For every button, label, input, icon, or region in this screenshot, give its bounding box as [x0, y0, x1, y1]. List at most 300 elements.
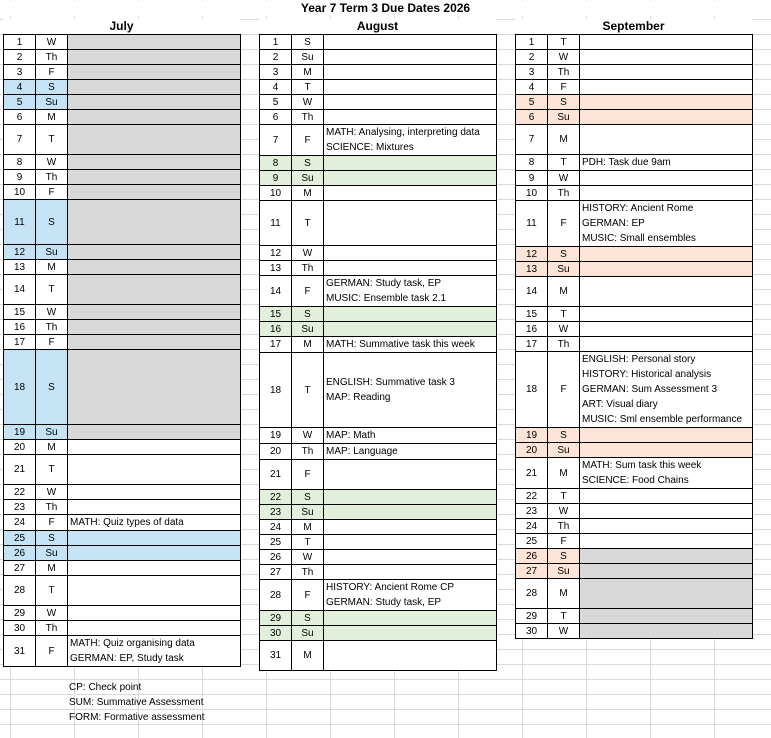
due-notes	[68, 531, 241, 546]
due-notes	[580, 519, 753, 534]
day-number: 18	[4, 350, 36, 425]
day-number: 3	[516, 65, 548, 80]
day-number: 29	[4, 606, 36, 621]
due-notes	[68, 500, 241, 515]
day-number: 21	[4, 455, 36, 485]
day-number: 31	[260, 641, 292, 671]
due-notes	[68, 606, 241, 621]
day-row	[4, 95, 241, 110]
day-row	[260, 535, 497, 550]
due-notes	[324, 50, 497, 65]
day-of-week: Su	[292, 626, 324, 641]
day-of-week: M	[36, 440, 68, 455]
due-notes	[580, 307, 753, 322]
due-notes	[324, 65, 497, 80]
day-number: 10	[260, 186, 292, 201]
day-row	[260, 580, 497, 611]
day-row	[4, 621, 241, 636]
day-row	[4, 35, 241, 50]
day-of-week: T	[36, 576, 68, 606]
day-of-week: W	[36, 485, 68, 500]
day-number: 3	[4, 65, 36, 80]
day-row	[516, 307, 753, 322]
day-of-week: S	[548, 95, 580, 110]
due-notes	[580, 337, 753, 352]
due-note: MUSIC: Ensemble task 2.1	[326, 293, 447, 304]
due-notes	[324, 505, 497, 520]
due-note: MUSIC: Small ensembles	[582, 233, 696, 244]
due-notes	[324, 80, 497, 95]
day-number: 3	[260, 65, 292, 80]
due-note: SCIENCE: Mixtures	[326, 142, 414, 153]
day-number: 23	[516, 504, 548, 519]
day-number: 11	[4, 200, 36, 245]
day-row	[260, 261, 497, 276]
due-notes	[324, 641, 497, 671]
due-note: MATH: Quiz types of data	[70, 517, 184, 528]
due-notes	[68, 110, 241, 125]
due-notes	[580, 443, 753, 458]
due-notes	[324, 626, 497, 641]
day-row	[260, 276, 497, 307]
day-row	[516, 428, 753, 443]
day-row	[4, 576, 241, 606]
day-number: 13	[516, 262, 548, 277]
due-notes	[68, 350, 241, 425]
due-note: MAP: Reading	[326, 392, 391, 403]
day-number: 1	[260, 35, 292, 50]
day-row	[4, 245, 241, 260]
day-of-week: Th	[36, 50, 68, 65]
due-notes	[580, 65, 753, 80]
due-note: MATH: Analysing, interpreting data	[326, 127, 480, 138]
day-row	[516, 337, 753, 352]
day-row	[516, 186, 753, 201]
day-of-week: Th	[36, 621, 68, 636]
day-of-week: M	[292, 65, 324, 80]
day-row	[4, 185, 241, 200]
day-number: 2	[516, 50, 548, 65]
day-of-week: F	[292, 276, 324, 307]
day-of-week: W	[292, 246, 324, 261]
day-row	[4, 260, 241, 275]
day-row	[4, 485, 241, 500]
day-row	[516, 171, 753, 186]
day-row	[516, 50, 753, 65]
day-number: 18	[260, 353, 292, 428]
day-row	[4, 80, 241, 95]
day-of-week: Th	[548, 519, 580, 534]
day-row	[516, 277, 753, 307]
day-number: 21	[516, 458, 548, 489]
day-row	[260, 171, 497, 186]
due-notes	[580, 35, 753, 50]
due-notes	[68, 636, 241, 667]
day-number: 8	[516, 155, 548, 171]
day-of-week: S	[292, 35, 324, 50]
day-of-week: W	[548, 624, 580, 639]
day-row	[260, 611, 497, 626]
due-notes	[324, 35, 497, 50]
day-number: 12	[4, 245, 36, 260]
due-notes	[580, 125, 753, 155]
day-of-week: T	[292, 353, 324, 428]
due-note: SCIENCE: Food Chains	[582, 475, 689, 486]
day-number: 7	[4, 125, 36, 155]
day-of-week: W	[292, 95, 324, 110]
day-number: 15	[4, 305, 36, 320]
day-of-week: M	[548, 579, 580, 609]
day-of-week: W	[36, 35, 68, 50]
day-row	[260, 505, 497, 520]
due-notes	[580, 579, 753, 609]
day-of-week: T	[548, 155, 580, 171]
day-of-week: F	[292, 125, 324, 156]
day-number: 27	[4, 561, 36, 576]
day-of-week: S	[292, 611, 324, 626]
day-of-week: Su	[292, 505, 324, 520]
due-notes	[68, 95, 241, 110]
day-of-week: Th	[548, 337, 580, 352]
day-row	[260, 95, 497, 110]
calendar-august	[259, 34, 497, 671]
due-notes	[68, 561, 241, 576]
day-of-week: Su	[292, 50, 324, 65]
day-row	[4, 531, 241, 546]
due-note: MATH: Quiz organising data	[70, 638, 195, 649]
day-number: 15	[260, 307, 292, 322]
due-notes	[580, 549, 753, 564]
day-row	[260, 246, 497, 261]
day-row	[516, 95, 753, 110]
day-number: 17	[4, 335, 36, 350]
day-number: 2	[260, 50, 292, 65]
day-number: 21	[260, 460, 292, 490]
due-note: GERMAN: Study task, EP	[326, 278, 442, 289]
due-notes	[324, 460, 497, 490]
day-of-week: T	[548, 609, 580, 624]
day-row	[4, 515, 241, 531]
due-notes	[324, 490, 497, 505]
due-notes	[324, 580, 497, 611]
day-number: 6	[4, 110, 36, 125]
day-row	[260, 110, 497, 125]
day-of-week: M	[548, 277, 580, 307]
due-notes	[580, 186, 753, 201]
due-note: HISTORY: Historical analysis	[582, 369, 712, 380]
due-notes	[68, 170, 241, 185]
day-row	[516, 549, 753, 564]
day-of-week: W	[548, 171, 580, 186]
due-notes	[580, 201, 753, 247]
day-number: 17	[260, 337, 292, 353]
day-row	[260, 125, 497, 156]
calendar-july	[3, 34, 241, 667]
due-notes	[580, 95, 753, 110]
day-number: 7	[260, 125, 292, 156]
day-row	[4, 305, 241, 320]
due-notes	[580, 352, 753, 428]
due-notes	[324, 307, 497, 322]
due-notes	[580, 624, 753, 639]
day-of-week: M	[292, 520, 324, 535]
due-notes	[324, 186, 497, 201]
due-notes	[324, 95, 497, 110]
due-notes	[324, 428, 497, 444]
due-notes	[580, 171, 753, 186]
day-of-week: F	[548, 352, 580, 428]
due-notes	[68, 50, 241, 65]
day-row	[260, 550, 497, 565]
day-of-week: M	[292, 337, 324, 353]
day-of-week: Su	[292, 322, 324, 337]
due-notes	[580, 534, 753, 549]
day-of-week: F	[36, 335, 68, 350]
due-notes	[68, 305, 241, 320]
day-of-week: Th	[292, 444, 324, 460]
day-row	[516, 489, 753, 504]
day-number: 16	[516, 322, 548, 337]
day-of-week: T	[36, 125, 68, 155]
day-number: 30	[4, 621, 36, 636]
day-of-week: M	[292, 641, 324, 671]
due-notes	[580, 428, 753, 443]
day-of-week: S	[292, 490, 324, 505]
day-row	[4, 455, 241, 485]
due-notes	[580, 262, 753, 277]
day-number: 18	[516, 352, 548, 428]
day-row	[516, 322, 753, 337]
day-number: 4	[260, 80, 292, 95]
day-number: 12	[516, 247, 548, 262]
day-row	[516, 125, 753, 155]
day-row	[260, 322, 497, 337]
due-notes	[324, 337, 497, 353]
day-row	[260, 337, 497, 353]
day-of-week: F	[548, 80, 580, 95]
day-row	[516, 352, 753, 428]
due-notes	[68, 546, 241, 561]
due-notes	[580, 504, 753, 519]
day-number: 1	[4, 35, 36, 50]
due-notes	[324, 565, 497, 580]
day-number: 19	[4, 425, 36, 440]
day-number: 23	[260, 505, 292, 520]
day-number: 10	[4, 185, 36, 200]
day-row	[260, 50, 497, 65]
day-row	[516, 519, 753, 534]
due-notes	[324, 322, 497, 337]
day-number: 20	[260, 444, 292, 460]
due-notes	[68, 455, 241, 485]
day-number: 31	[4, 636, 36, 667]
due-notes	[324, 611, 497, 626]
day-of-week: Th	[36, 320, 68, 335]
due-notes	[324, 261, 497, 276]
day-number: 14	[260, 276, 292, 307]
day-of-week: T	[36, 455, 68, 485]
day-row	[4, 440, 241, 455]
day-row	[516, 564, 753, 579]
due-notes	[580, 277, 753, 307]
due-note: GERMAN: EP	[582, 218, 645, 229]
day-row	[4, 275, 241, 305]
day-number: 25	[516, 534, 548, 549]
day-row	[516, 35, 753, 50]
day-number: 22	[260, 490, 292, 505]
day-of-week: W	[548, 322, 580, 337]
calendar-september	[515, 34, 753, 639]
day-number: 24	[516, 519, 548, 534]
day-number: 16	[4, 320, 36, 335]
day-number: 10	[516, 186, 548, 201]
day-of-week: T	[292, 535, 324, 550]
day-of-week: T	[292, 80, 324, 95]
day-number: 24	[4, 515, 36, 531]
day-row	[4, 170, 241, 185]
day-number: 14	[4, 275, 36, 305]
due-notes	[68, 35, 241, 50]
day-of-week: S	[292, 307, 324, 322]
due-notes	[324, 444, 497, 460]
day-number: 8	[260, 156, 292, 171]
day-number: 22	[516, 489, 548, 504]
due-note: ENGLISH: Personal story	[582, 354, 696, 365]
due-notes	[68, 185, 241, 200]
day-row	[4, 155, 241, 170]
day-number: 1	[516, 35, 548, 50]
due-note: GERMAN: Study task, EP	[326, 597, 442, 608]
day-row	[260, 65, 497, 80]
day-number: 20	[4, 440, 36, 455]
day-of-week: S	[548, 549, 580, 564]
day-number: 4	[4, 80, 36, 95]
day-of-week: Su	[36, 425, 68, 440]
day-of-week: M	[292, 186, 324, 201]
day-number: 6	[260, 110, 292, 125]
day-of-week: W	[36, 305, 68, 320]
day-row	[516, 65, 753, 80]
day-row	[260, 201, 497, 246]
day-of-week: T	[36, 275, 68, 305]
day-row	[4, 110, 241, 125]
day-row	[4, 350, 241, 425]
day-number: 5	[260, 95, 292, 110]
due-notes	[324, 156, 497, 171]
day-number: 24	[260, 520, 292, 535]
legend-item: FORM: Formative assessment	[69, 712, 205, 723]
due-note: HISTORY: Ancient Rome	[582, 203, 694, 214]
day-row	[260, 307, 497, 322]
due-notes	[324, 110, 497, 125]
due-notes	[580, 247, 753, 262]
day-of-week: F	[36, 65, 68, 80]
day-of-week: M	[36, 561, 68, 576]
due-notes	[324, 201, 497, 246]
due-notes	[324, 276, 497, 307]
day-number: 25	[260, 535, 292, 550]
page-title: Year 7 Term 3 Due Dates 2026	[0, 1, 771, 16]
day-row	[516, 155, 753, 171]
day-row	[4, 320, 241, 335]
day-number: 14	[516, 277, 548, 307]
due-note: MUSIC: Sml ensemble performance	[582, 414, 743, 425]
due-note: GERMAN: EP, Study task	[70, 653, 184, 664]
day-of-week: W	[548, 50, 580, 65]
day-row	[4, 546, 241, 561]
day-row	[516, 443, 753, 458]
due-notes	[324, 520, 497, 535]
due-notes	[68, 515, 241, 531]
day-row	[4, 561, 241, 576]
due-notes	[580, 80, 753, 95]
day-number: 8	[4, 155, 36, 170]
due-notes	[580, 50, 753, 65]
due-notes	[68, 200, 241, 245]
day-row	[516, 247, 753, 262]
day-row	[260, 626, 497, 641]
day-number: 7	[516, 125, 548, 155]
day-row	[516, 534, 753, 549]
day-number: 30	[260, 626, 292, 641]
due-note: MATH: Sum task this week	[582, 460, 702, 471]
day-row	[516, 624, 753, 639]
day-number: 23	[4, 500, 36, 515]
due-notes	[68, 260, 241, 275]
day-row	[260, 353, 497, 428]
day-number: 4	[516, 80, 548, 95]
due-notes	[324, 246, 497, 261]
due-note: HISTORY: Ancient Rome CP	[326, 582, 455, 593]
day-row	[260, 520, 497, 535]
day-of-week: S	[36, 200, 68, 245]
due-notes	[580, 609, 753, 624]
day-of-week: M	[548, 125, 580, 155]
day-row	[516, 201, 753, 247]
legend	[69, 680, 205, 725]
day-of-week: W	[36, 155, 68, 170]
due-notes	[324, 550, 497, 565]
day-number: 11	[260, 201, 292, 246]
due-notes	[324, 353, 497, 428]
due-notes	[580, 322, 753, 337]
due-note: PDH: Task due 9am	[582, 157, 671, 168]
day-row	[260, 80, 497, 95]
month-header-september: September	[515, 19, 752, 34]
due-notes	[324, 125, 497, 156]
due-note: GERMAN: Sum Assessment 3	[582, 384, 718, 395]
day-of-week: W	[36, 606, 68, 621]
day-number: 5	[4, 95, 36, 110]
day-row	[260, 490, 497, 505]
due-notes	[324, 535, 497, 550]
day-of-week: Su	[548, 262, 580, 277]
day-row	[516, 80, 753, 95]
day-of-week: Th	[292, 565, 324, 580]
day-of-week: T	[292, 201, 324, 246]
day-number: 20	[516, 443, 548, 458]
day-number: 26	[516, 549, 548, 564]
day-of-week: S	[548, 428, 580, 443]
day-number: 9	[516, 171, 548, 186]
due-notes	[68, 485, 241, 500]
day-number: 5	[516, 95, 548, 110]
legend-item: CP: Check point	[69, 682, 142, 693]
day-number: 25	[4, 531, 36, 546]
due-notes	[68, 576, 241, 606]
day-row	[4, 636, 241, 667]
day-number: 12	[260, 246, 292, 261]
